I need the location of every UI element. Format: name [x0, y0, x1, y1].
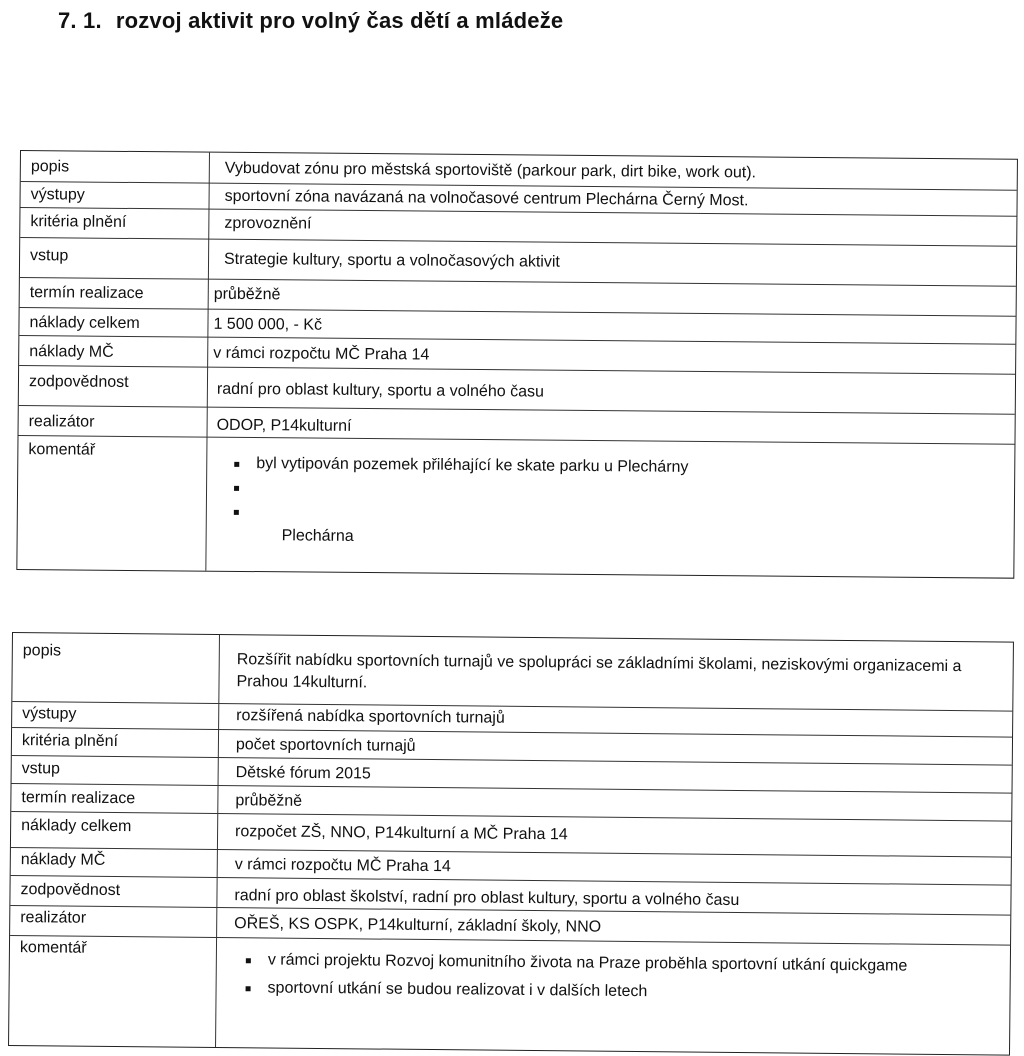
row-value: sportovní zóna navázaná na volnočasové centrum Plechárna Černý Most. — [224, 187, 749, 210]
row-label: popis — [30, 158, 70, 176]
row-value: v rámci rozpočtu MČ Praha 14 — [213, 344, 430, 364]
row-label: náklady MČ — [29, 343, 114, 361]
row-value: průběžně — [213, 285, 281, 304]
row-label: náklady MČ — [20, 851, 106, 869]
row-value: radní pro oblast školství, radní pro oblast kultury, sportu a volného času — [234, 887, 740, 909]
row-value: zprovoznění — [224, 214, 312, 233]
row-value: Dětské fórum 2015 — [235, 764, 371, 783]
row-value: rozpočet ZŠ, NNO, P14kulturní a MČ Praha 14 — [235, 823, 568, 844]
row-value: 1 500 000, - Kč — [213, 315, 323, 334]
row-label: náklady celkem — [21, 817, 132, 836]
row-label: realizátor — [28, 413, 95, 431]
row-value: průběžně — [235, 792, 303, 810]
row-label: popis — [22, 642, 62, 660]
row-label: náklady celkem — [29, 314, 140, 333]
list-item: sportovní utkání se budou realizovat i v dalších letech — [233, 976, 913, 1007]
row-label: termín realizace — [29, 284, 144, 303]
row-value: radní pro oblast kultury, sportu a volného času — [216, 380, 544, 401]
section-number: 7. 1. — [58, 8, 102, 33]
row-value: OŘEŠ, KS OSPK, P14kulturní, základní školy, NNO — [234, 915, 602, 936]
table-row — [17, 435, 1014, 577]
comment-bullet-list — [222, 452, 983, 531]
row-label: kritéria plnění — [30, 213, 127, 231]
row-label: zodpovědnost — [20, 881, 121, 900]
comment-tail: Plechárna — [281, 527, 354, 545]
row-label: kritéria plnění — [21, 732, 119, 751]
list-item: v rámci projektu Rozvoj komunitního života na Praze proběhla sportovní utkání quickgame — [234, 948, 914, 979]
row-value: počet sportovních turnajů — [235, 736, 416, 755]
section-title: rozvoj aktivit pro volný čas dětí a mládeže — [115, 8, 564, 33]
activity-table-1 — [16, 150, 1018, 579]
row-label: výstupy — [22, 705, 77, 723]
row-label: komentář — [28, 441, 96, 459]
row-label: vstup — [21, 760, 61, 778]
comment-bullet-list — [233, 948, 913, 1007]
row-value: rozšířená nabídka sportovních turnajů — [236, 707, 505, 727]
row-value: Rozšířit nabídku sportovních turnajů ve spolupráci se základními školami, neziskovými organizacemi a Prahou 14kulturní. — [236, 651, 962, 692]
row-label: realizátor — [20, 909, 87, 927]
table-row — [9, 935, 1010, 1056]
row-value: Vybudovat zónu pro městská sportoviště (parkour park, dirt bike, work out). — [224, 159, 757, 182]
section-heading — [58, 8, 563, 34]
row-value: Strategie kultury, sportu a volnočasových aktivit — [223, 250, 560, 271]
table-row — [12, 633, 1013, 711]
row-label: výstupy — [30, 186, 85, 204]
row-value: ODOP, P14kulturní — [216, 416, 352, 435]
row-label: komentář — [19, 939, 87, 957]
activity-table-2 — [8, 632, 1014, 1056]
list-item: byl vytipován pozemek přiléhající ke skate parku u Plechárny — [222, 452, 982, 483]
row-value: v rámci rozpočtu MČ Praha 14 — [234, 856, 451, 876]
row-label: vstup — [30, 247, 69, 265]
row-label: zodpovědnost — [28, 373, 129, 391]
row-label: termín realizace — [21, 789, 136, 808]
